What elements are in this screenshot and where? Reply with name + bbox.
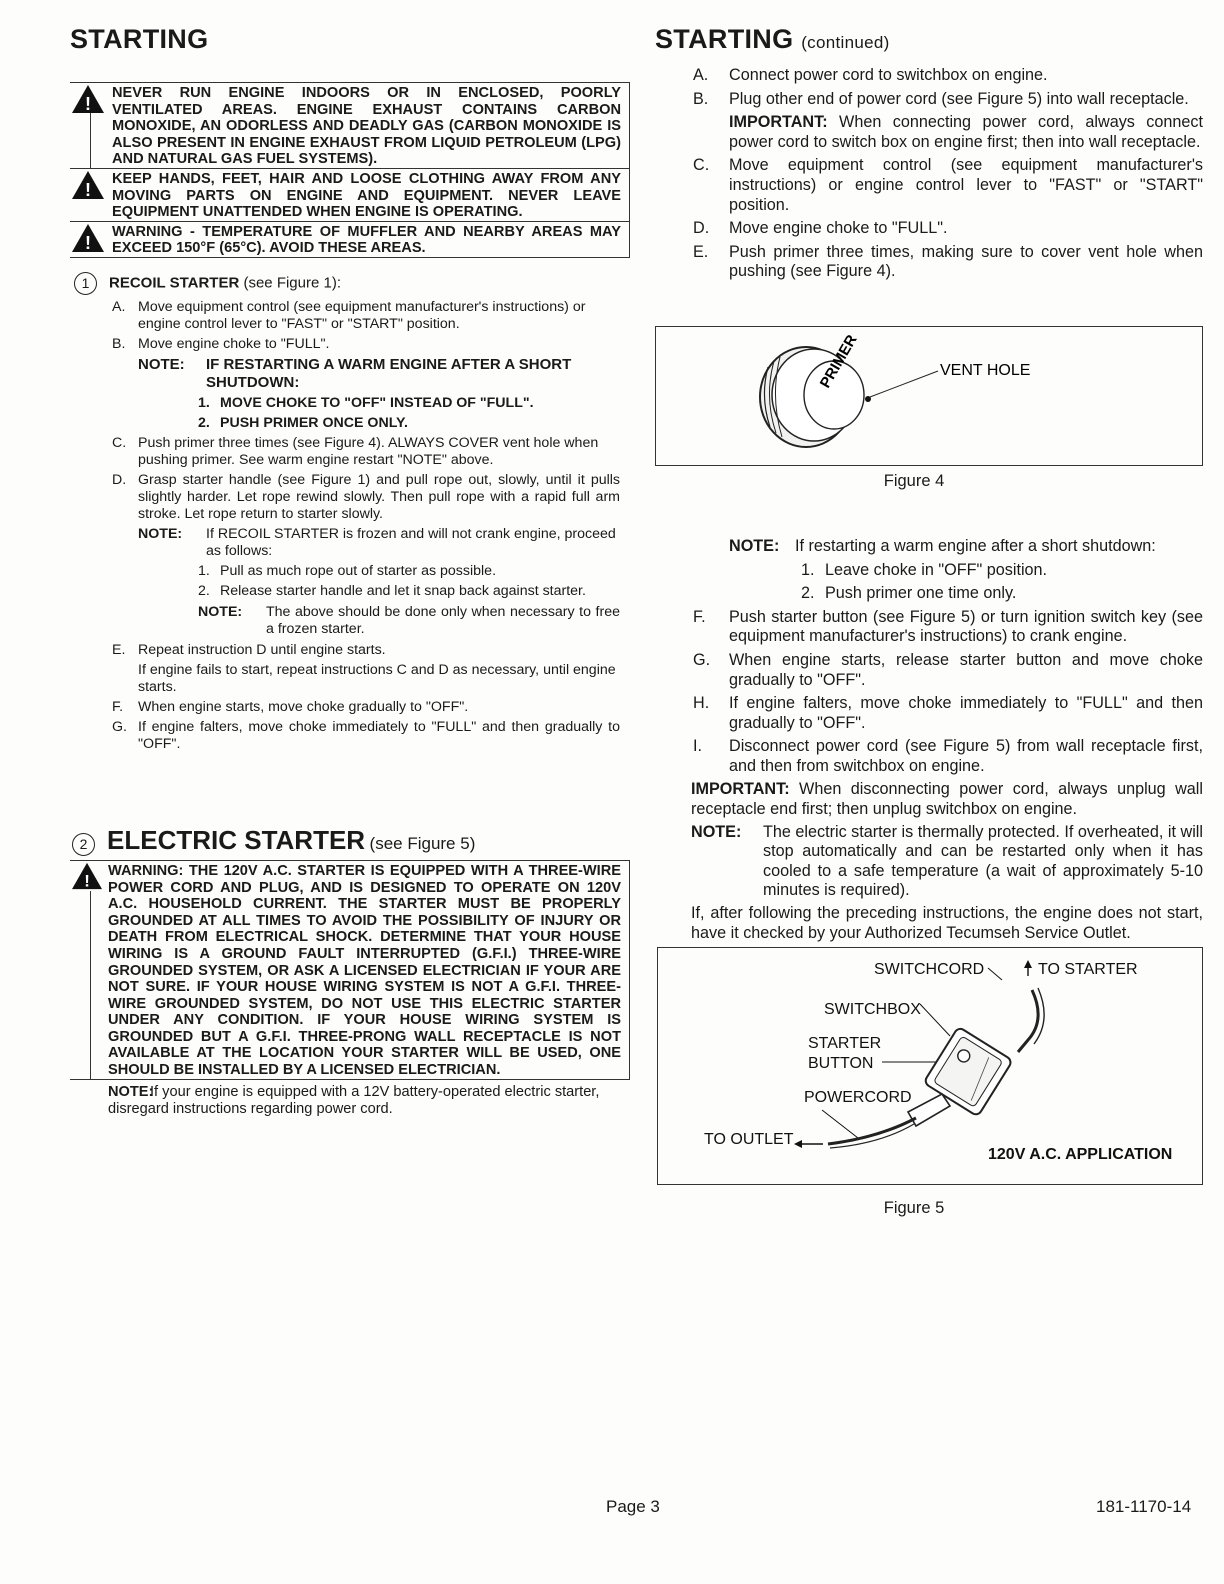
electric-step-b: B. Plug other end of power cord (see Figure 5) into wall receptacle. [693, 89, 1189, 108]
closing-text: If, after following the preceding instructions, the engine does not start, have it checked by your Authorized Tecumseh Service Outlet. [691, 904, 1203, 942]
recoil-step-f: F. When engine starts, move choke gradually to "OFF". [112, 698, 469, 715]
recoil-step-g: G. If engine falters, move choke immediately to "FULL" and then gradually to "OFF". [112, 718, 620, 752]
switchcord-label: SWITCHCORD [874, 961, 985, 979]
electric-starter-heading: 2 ELECTRIC STARTER (see Figure 5) [70, 825, 630, 861]
electric-warning-text: WARNING: THE 120V A.C. STARTER IS EQUIPPED WITH A THREE-WIRE POWER CORD AND PLUG, AND IS DESIGNED TO OPERATE ON 120V A.C. HOUSEHOLD CURRENT. THE STARTER MUST BE PROPERLY GROUNDED AT ALL TIMES TO AVOID THE POSSIBILITY OF INJURY OR DEATH FROM ELECTRICAL SHOCK. DETERMINE THAT YOUR HOUSE WIRING IS A GROUND FAULT INTERRUPTED (G.F.I.) THREE-WIRE GROUNDED SYSTEM, OR ASK A LICENSED ELECTRICIAN IF YOUR ARE NOT SURE. IF YOUR HOUSE WIRING SYSTEM IS NOT A G.F.I. THREE-WIRE GROUNDED SYSTEM, DO NOT USE THIS ELECTRIC STARTER UNDER ANY CONDITION. IF YOUR HOUSE WIRING SYSTEM IS GROUNDED BUT A G.F.I. THREE-PRONG WALL RECEPTACLE IS NOT AVAILABLE AT THE LOCATION YOUR STARTER WILL BE USED, ONE SHOULD BE INSTALLED BY A LICENSED ELECTRICIAN. [108, 862, 621, 1079]
recoil-step-e: E. Repeat instruction D until engine starts. [112, 641, 386, 658]
warning-text: KEEP HANDS, FEET, HAIR AND LOOSE CLOTHING AWAY FROM ANY MOVING PARTS ON ENGINE AND EQUIPMENT. NEVER LEAVE EQUIPMENT UNATTENDED WHEN ENGINE IS OPERATING. [112, 170, 621, 221]
important-disconnect: IMPORTANT: When disconnecting power cord, always unplug wall receptacle end first; then unplug switchbox on engine. [691, 780, 1203, 819]
svg-text:!: ! [85, 232, 91, 253]
warning-moving-parts [70, 169, 629, 222]
warning-text: WARNING - TEMPERATURE OF MUFFLER AND NEARBY AREAS MAY EXCEED 150°F (65°C). AVOID THESE AREAS. [112, 223, 621, 257]
recoil-step-a: A. Move equipment control (see equipment manufacturer's instructions) or engine control lever to "FAST" or "START" position. [112, 298, 586, 332]
important-connect: IMPORTANT: When connecting power cord, always connect power cord to switch box on engine first; then into wall receptacle. [729, 113, 1204, 151]
section-title-starting-continued: STARTING (continued) [655, 24, 890, 54]
figure-4 [655, 326, 1203, 466]
electric-step-c: C. Move equipment control (see equipment manufacturer's instructions) or engine control lever to "FAST" or "START" position. [693, 156, 1203, 214]
warm-restart-note: NOTE: IF RESTARTING A WARM ENGINE AFTER A SHORT SHUTDOWN: [138, 355, 572, 391]
vent-hole-label: VENT HOLE [940, 361, 1031, 379]
switchbox-label: SWITCHBOX [824, 1001, 921, 1019]
frozen-step-1: 1. Pull as much rope out of starter as possible. [198, 562, 497, 579]
warm-restart-note: NOTE: If restarting a warm engine after a short shutdown: [729, 536, 1156, 555]
right-column [655, 20, 1203, 1218]
thermal-note: NOTE: The electric starter is thermally protected. If overheated, it will stop automatically and can be restarted only when it has cooled to a safe temperature (a wait of approximately 5-10 minutes is required). [691, 822, 1203, 900]
warning-box [70, 82, 630, 258]
step-number-circle: 2 [72, 833, 95, 856]
button-label: BUTTON [808, 1055, 874, 1073]
frozen-step-2: 2. Release starter handle and let it snap back against starter. [198, 582, 586, 599]
svg-text:!: ! [84, 871, 90, 891]
document-number: 181-1170-14 [1096, 1497, 1192, 1516]
recoil-step-d: D. Grasp starter handle (see Figure 1) and pull rope out, slowly, until it pulls slightly harder. Let rope rewind slowly. Then pull rope with a rapid full arm stroke. Let rope return to starter slowly. [112, 471, 620, 522]
warning-triangle-icon [70, 861, 104, 891]
figure-5-caption: Figure 5 [883, 1199, 945, 1218]
left-column [70, 20, 630, 1120]
frozen-note: NOTE: The above should be done only when necessary to free a frozen starter. [198, 603, 620, 637]
primer-label: PRIMER [816, 331, 861, 391]
electric-step-g: G. When engine starts, release starter button and move choke gradually to "OFF". [693, 650, 1203, 689]
section-title-starting: STARTING [70, 24, 209, 54]
warning-triangle-icon [70, 169, 106, 201]
warning-triangle-icon [70, 83, 106, 115]
primer-bulb-illustration [656, 327, 1202, 465]
electric-step-a: A. Connect power cord to switchbox on engine. [693, 66, 1048, 84]
warm-restart-note-1: 1. MOVE CHOKE TO "OFF" INSTEAD OF "FULL". [198, 394, 534, 411]
electric-step-i: I. Disconnect power cord (see Figure 5) from wall receptacle first, and then from switchbox on engine. [693, 737, 1203, 775]
electric-step-d: D. Move engine choke to "FULL". [693, 219, 948, 238]
step-number-circle: 1 [74, 272, 97, 295]
switchbox-illustration [658, 948, 1202, 1184]
warm-restart-note-2: 2. PUSH PRIMER ONCE ONLY. [198, 414, 408, 431]
application-label: 120V A.C. APPLICATION [988, 1146, 1173, 1164]
to-starter-label: TO STARTER [1038, 961, 1138, 979]
powercord-label: POWERCORD [804, 1089, 912, 1107]
battery-note: NOTE: If your engine is equipped with a 12V battery-operated electric starter, disregard instructions regarding power cord. [108, 1083, 600, 1117]
figure-4-caption: Figure 4 [883, 471, 945, 490]
frozen-starter-note: NOTE: If RECOIL STARTER is frozen and will not crank engine, proceed as follows: [138, 525, 616, 559]
electric-warning-box [70, 861, 630, 1080]
electric-step-h: H. If engine falters, move choke immediately to "FULL" and then gradually to "OFF". [693, 694, 1203, 732]
warning-triangle-icon [70, 222, 106, 254]
page-number: Page 3 [606, 1497, 660, 1516]
warning-exhaust [70, 83, 629, 169]
recoil-step-c: C. Push primer three times (see Figure 4). ALWAYS COVER vent hole when pushing primer. See warm engine restart "NOTE" above. [112, 434, 599, 468]
recoil-step-b: B. Move engine choke to "FULL". [112, 335, 330, 352]
warm-note-1: 1. Leave choke in "OFF" position. [801, 560, 1048, 579]
recoil-step-e-sub: If engine fails to start, repeat instructions C and D as necessary, until engine starts. [138, 661, 616, 695]
recoil-starter-heading: 1 RECOIL STARTER (see Figure 1): [74, 272, 630, 295]
warning-text: NEVER RUN ENGINE INDOORS OR IN ENCLOSED, POORLY VENTILATED AREAS. ENGINE EXHAUST CONTAINS CARBON MONOXIDE, AN ODORLESS AND DEADLY GAS (CARBON MONOXIDE IS ALSO PRESENT IN ENGINE EXHAUST FROM LIQUID PETROLEUM (LPG) AND NATURAL GAS FUEL SYSTEMS). [112, 85, 621, 168]
figure-5 [657, 947, 1203, 1185]
starter-label: STARTER [808, 1035, 882, 1053]
to-outlet-label: TO OUTLET [704, 1131, 794, 1149]
electric-step-f: F. Push starter button (see Figure 5) or turn ignition switch key (see equipment manufacturer's instructions) to crank engine. [693, 607, 1203, 646]
svg-text:!: ! [85, 94, 91, 114]
electric-step-e: E. Push primer three times, making sure to cover vent hole when pushing (see Figure 4). [693, 242, 1203, 281]
warm-note-2: 2. Push primer one time only. [801, 584, 1017, 603]
svg-text:!: ! [85, 179, 91, 200]
warning-muffler [70, 222, 629, 258]
